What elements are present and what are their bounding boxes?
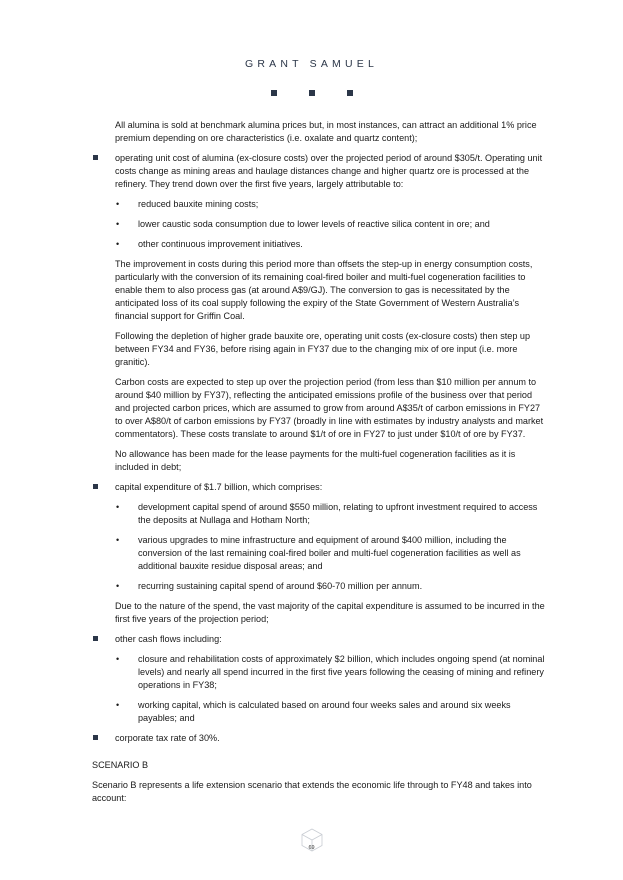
- page-body: [92, 119, 546, 805]
- bullet-text: corporate tax rate of 30%.: [115, 733, 220, 743]
- section-heading: SCENARIO B: [92, 760, 149, 770]
- page-header: [0, 58, 623, 70]
- square-bullet-icon: [93, 735, 98, 740]
- sub-bullet-item: [92, 534, 546, 573]
- page-number-badge: [301, 828, 323, 852]
- paragraph: All alumina is sold at benchmark alumina prices but, in most instances, can attract an additional 1% price premium depending on ore characteristics (i.e. oxalate and quartz content);: [115, 120, 537, 143]
- dot-bullet-icon: •: [116, 199, 120, 209]
- paragraph: No allowance has been made for the lease payments for the multi-fuel cogeneration facilities as it is included in debt;: [115, 449, 516, 472]
- dot-bullet-icon: •: [116, 219, 120, 229]
- square-bullet-icon: [93, 155, 98, 160]
- bullet-item: [92, 481, 546, 494]
- dot-bullet-icon: •: [116, 502, 120, 512]
- page-footer: [0, 828, 623, 852]
- sub-bullet-item: [92, 653, 546, 692]
- square-icon: [347, 90, 353, 96]
- square-bullet-icon: [93, 484, 98, 489]
- sub-bullet-text: reduced bauxite mining costs;: [138, 199, 259, 209]
- header-squares: [0, 90, 623, 96]
- bullet-item: [92, 732, 546, 745]
- sub-bullet-item: [92, 580, 546, 593]
- paragraph: Scenario B represents a life extension scenario that extends the economic life through to FY48 and takes into account:: [92, 780, 532, 803]
- dot-bullet-icon: •: [116, 535, 120, 545]
- sub-bullet-text: lower caustic soda consumption due to lower levels of reactive silica content in ore; and: [138, 219, 490, 229]
- bullet-item: [92, 152, 546, 191]
- square-icon: [309, 90, 315, 96]
- dot-bullet-icon: •: [116, 700, 120, 710]
- sub-bullet-item: [92, 501, 546, 527]
- bullet-text: other cash flows including:: [115, 634, 222, 644]
- sub-bullet-item: [92, 218, 546, 231]
- paragraph: Following the depletion of higher grade bauxite ore, operating unit costs (ex-closure costs) then step up between FY34 and FY36, before rising again in FY37 due to the changing mix of ore input (i.e. more granitic).: [115, 331, 531, 367]
- square-icon: [271, 90, 277, 96]
- bullet-text: capital expenditure of $1.7 billion, which comprises:: [115, 482, 323, 492]
- sub-bullet-text: various upgrades to mine infrastructure and equipment of around $400 million, including the conversion of the last remaining coal-fired boiler and multi-fuel cogeneration facilities as well as additional bauxite residue disposal areas; and: [138, 535, 521, 571]
- sub-bullet-text: working capital, which is calculated based on around four weeks sales and around six weeks payables; and: [138, 700, 511, 723]
- sub-bullet-item: [92, 238, 546, 251]
- sub-bullet-text: development capital spend of around $550 million, relating to upfront investment required to access the deposits at Nullaga and Hotham North;: [138, 502, 538, 525]
- bullet-text: operating unit cost of alumina (ex-closure costs) over the projected period of around $305/t. Operating unit costs change as mining areas and haulage distances change and higher quartz ore is processed at the refinery. They trend down over the first five years, largely attributable to:: [115, 153, 543, 189]
- sub-bullet-item: [92, 699, 546, 725]
- bullet-item: [92, 633, 546, 646]
- page-number: 69: [308, 845, 315, 851]
- square-bullet-icon: [93, 636, 98, 641]
- dot-bullet-icon: •: [116, 654, 120, 664]
- brand-logo-text: GRANT SAMUEL: [244, 58, 379, 70]
- dot-bullet-icon: •: [116, 581, 120, 591]
- paragraph: Due to the nature of the spend, the vast majority of the capital expenditure is assumed to be incurred in the first five years of the projection period;: [115, 601, 545, 624]
- sub-bullet-text: recurring sustaining capital spend of around $60-70 million per annum.: [138, 581, 423, 591]
- paragraph: The improvement in costs during this period more than offsets the step-up in energy consumption costs, particularly with the conversion of its remaining coal-fired boiler and multi-fuel cogeneration facilities to enable them to also process gas (at around A$9/GJ). The conversion to gas is necessitated by the anticipated loss of its coal supply following the expiry of the State Government of Western Australia’s financial support for Griffin Coal.: [115, 259, 533, 321]
- dot-bullet-icon: •: [116, 239, 120, 249]
- sub-bullet-item: [92, 198, 546, 211]
- sub-bullet-text: other continuous improvement initiatives.: [138, 239, 303, 249]
- sub-bullet-text: closure and rehabilitation costs of approximately $2 billion, which includes ongoing spend (at nominal levels) and nearly all spend incurred in the first five years following the ceasing of mining and refinery operations in FY38;: [138, 654, 545, 690]
- paragraph: Carbon costs are expected to step up over the projection period (from less than $10 million per annum to around $40 million by FY37), reflecting the anticipated emissions profile of the business over that period and projected carbon prices, which are assumed to grow from around A$35/t of carbon emissions in FY27 to over A$80/t of carbon emissions by FY37 (broadly in line with estimates by industry analysts and market commentators). These costs translate to around $1/t of ore in FY27 to just under $10/t of ore by FY37.: [115, 377, 544, 439]
